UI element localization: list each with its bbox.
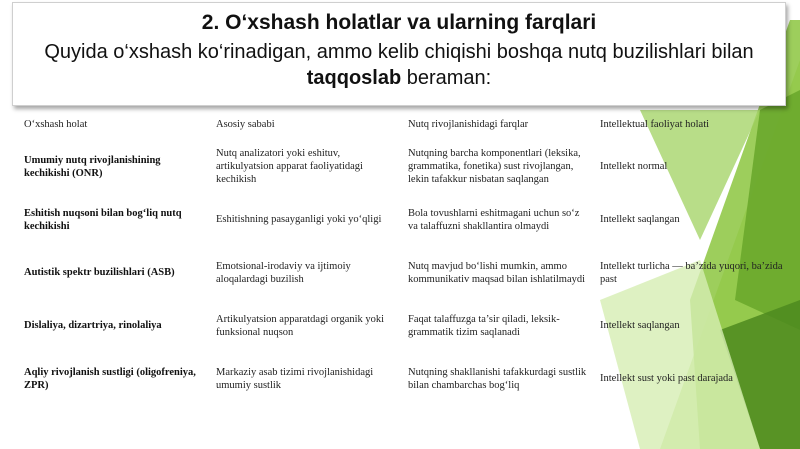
condition-cell: Dislaliya, dizartriya, rinolaliya <box>24 320 162 331</box>
intellect-cell: Intellekt turlicha — ba’zida yuqori, ba’zida past <box>600 260 783 285</box>
subtitle-text-start: Quyida o‘xshash ko‘rinadigan, ammo kelib chiqishi boshqa nutq buzilishlari bilan <box>44 41 754 63</box>
table-row <box>18 246 788 299</box>
speech-difference-cell: Nutqning shakllanishi tafakkurdagi sustlik bilan chambarchas bog‘liq <box>408 366 587 391</box>
subtitle-text-end: beraman: <box>401 67 492 89</box>
table-row <box>18 299 788 352</box>
cause-cell: Markaziy asab tizimi rivojlanishidagi umumiy sustlik <box>216 366 374 391</box>
speech-difference-cell: Faqat talaffuzga ta’sir qiladi, leksik-grammatik tizim saqlanadi <box>408 313 560 338</box>
slide-title: 2. O‘xshash holatlar va ularning farqlari <box>201 11 597 34</box>
subtitle-bold-word: taqqoslab <box>306 67 402 89</box>
condition-cell: Aqliy rivojlanish sustligi (oligofreniya, ZPR) <box>24 366 196 391</box>
intellect-cell: Intellekt sust yoki past darajada <box>600 373 733 384</box>
cause-cell: Eshitishning pasayganligi yoki yo‘qligi <box>216 214 382 225</box>
table-row <box>18 140 788 193</box>
speech-difference-cell: Nutqning barcha komponentlari (leksika, grammatika, fonetika) sust rivojlangan, lekin tafakkur nisbatan saqlangan <box>408 148 581 185</box>
condition-cell: Autistik spektr buzilishlari (ASB) <box>24 267 175 278</box>
column-header: Asosiy sababi <box>216 118 275 130</box>
speech-difference-cell: Nutq mavjud bo‘lishi mumkin, ammo kommunikativ maqsad bilan ishlatilmaydi <box>408 260 586 285</box>
condition-cell: Umumiy nutq rivojlanishining kechikishi (ONR) <box>24 154 161 179</box>
cause-cell: Artikulyatsion apparatdagi organik yoki funksional nuqson <box>216 313 385 338</box>
intellect-cell: Intellekt normal <box>600 161 668 172</box>
cause-cell: Emotsional-irodaviy va ijtimoiy aloqalardagi buzilish <box>216 260 351 285</box>
comparison-table <box>18 108 788 405</box>
table-header-row <box>18 108 788 140</box>
intellect-cell: Intellekt saqlangan <box>600 320 680 331</box>
table-row <box>18 193 788 246</box>
table-row <box>18 352 788 405</box>
column-header: O‘xshash holat <box>24 118 88 130</box>
speech-difference-cell: Bola tovushlarni eshitmagani uchun so‘z va talaffuzni shakllantira olmaydi <box>408 207 580 232</box>
condition-cell: Eshitish nuqsoni bilan bog‘liq nutq kechikishi <box>24 207 182 232</box>
intellect-cell: Intellekt saqlangan <box>600 214 680 225</box>
column-header: Intellektual faoliyat holati <box>600 118 710 130</box>
column-header: Nutq rivojlanishidagi farqlar <box>408 118 529 130</box>
slide-subtitle <box>13 39 785 91</box>
title-box <box>12 2 786 106</box>
cause-cell: Nutq analizatori yoki eshituv, artikulyatsion apparat faoliyatidagi kechikish <box>216 148 363 185</box>
